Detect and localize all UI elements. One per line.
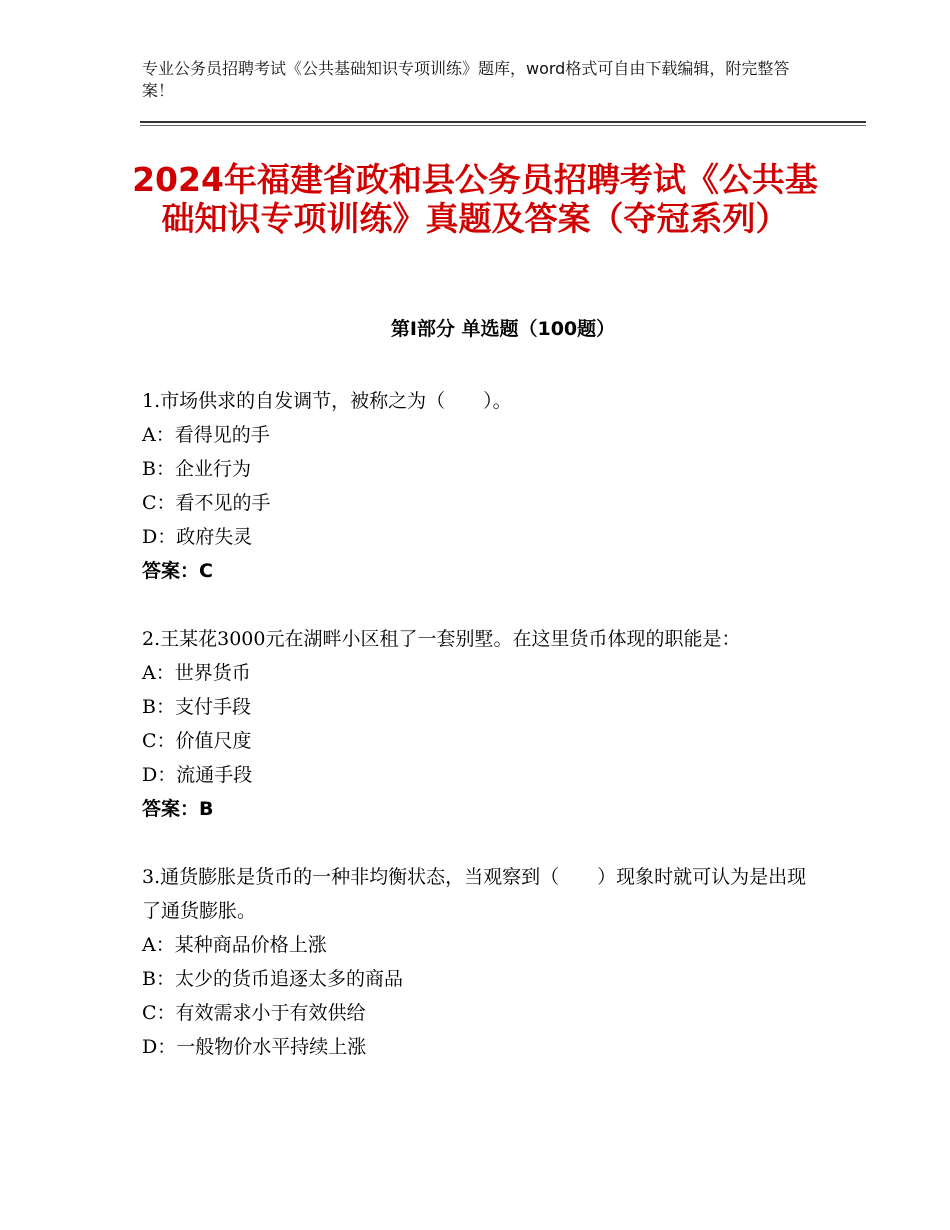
answer: 答案：C [142,560,213,582]
option-a: A：看得见的手 [142,424,270,446]
section-title: 第I部分 单选题（100题） [390,318,616,340]
option-d: D：政府失灵 [142,526,253,548]
option-b: B：企业行为 [142,458,251,480]
option-d: D：一般物价水平持续上涨 [142,1036,367,1058]
question-2 [142,622,822,826]
document-title: 2024年福建省政和县公务员招聘考试《公共基础知识专项训练》真题及答案（夺冠系列） [132,160,818,238]
option-c: C：有效需求小于有效供给 [142,1002,366,1024]
answer: 答案：B [142,798,214,820]
question-stem: 2.王某花3000元在湖畔小区租了一套别墅。在这里货币体现的职能是： [142,628,741,650]
question-1 [142,384,822,588]
option-a: A：某种商品价格上涨 [142,934,327,956]
question-3 [142,860,822,1064]
header-rule [140,121,866,123]
question-stem: 1.市场供求的自发调节，被称之为（ ）。 [142,390,512,412]
option-b: B：支付手段 [142,696,251,718]
question-list [142,384,822,1098]
option-a: A：世界货币 [142,662,251,684]
option-b: B：太少的货币追逐太多的商品 [142,968,403,990]
option-d: D：流通手段 [142,764,253,786]
option-c: C：价值尺度 [142,730,252,752]
option-c: C：看不见的手 [142,492,271,514]
header-note: 专业公务员招聘考试《公共基础知识专项训练》题库，word格式可自由下载编辑，附完整答案！ [142,59,790,100]
header-rule-thin [140,125,866,126]
question-stem: 3.通货膨胀是货币的一种非均衡状态，当观察到（ ）现象时就可认为是出现了通货膨胀。 [142,866,807,922]
